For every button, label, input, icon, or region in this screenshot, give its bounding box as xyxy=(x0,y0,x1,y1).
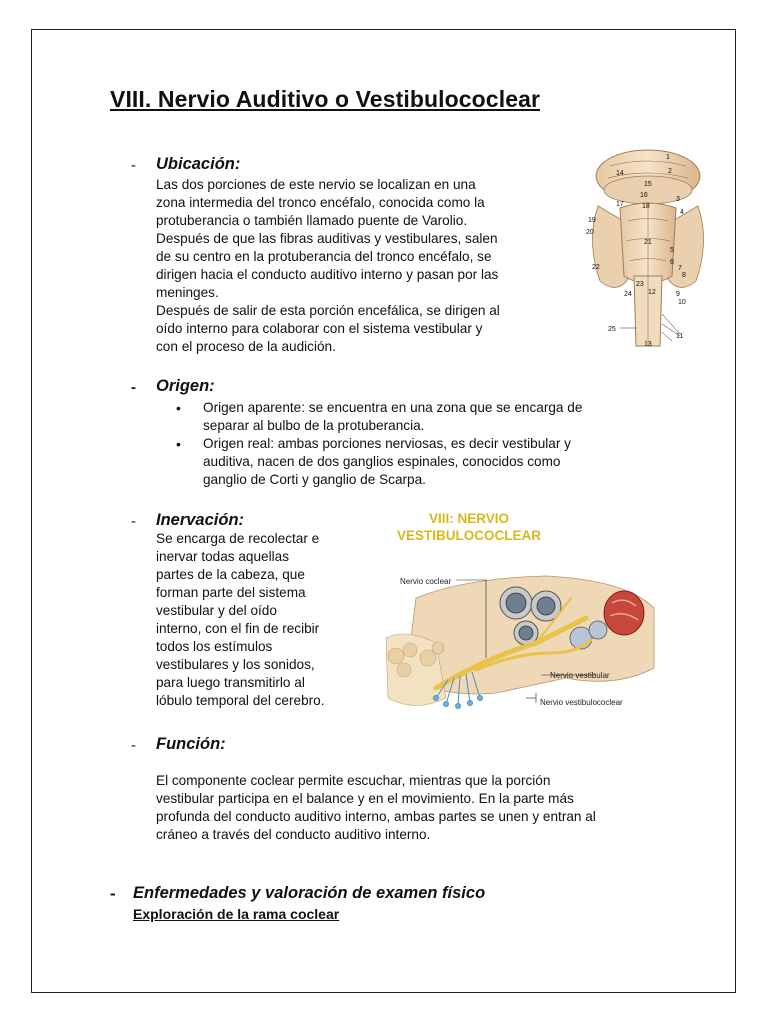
text-line: protuberancia o también llamado puente de Varolio. xyxy=(156,213,468,228)
ear-figure-title xyxy=(384,510,554,544)
text-line: El componente coclear permite escuchar, mientras que la porción xyxy=(156,773,551,788)
ubicacion-heading: Ubicación: xyxy=(156,155,241,173)
brainstem-number: 4 xyxy=(680,209,684,216)
brainstem-number: 25 xyxy=(608,326,616,333)
brainstem-number: 19 xyxy=(588,217,596,224)
text-line: cráneo a través del conducto auditivo interno. xyxy=(156,827,431,842)
brainstem-number: 15 xyxy=(644,181,652,188)
text-line: con el proceso de la audición. xyxy=(156,339,336,354)
brainstem-number: 1 xyxy=(666,154,670,161)
text-line: interno, con el fin de recibir xyxy=(156,621,320,636)
text-line: todos los estímulos xyxy=(156,639,273,654)
text-line: de su centro en la protuberancia del tronco encéfalo, se xyxy=(156,249,492,264)
text-line: zona intermedia del tronco encéfalo, conocida como la xyxy=(156,195,485,210)
funcion-heading: Función: xyxy=(156,735,226,753)
origen-heading: Origen: xyxy=(156,377,215,395)
brainstem-number: 11 xyxy=(676,333,684,340)
text-line: Después de que las fibras auditivas y vestibulares, salen xyxy=(156,231,498,246)
page-title: VIII. Nervio Auditivo o Vestibulococlear xyxy=(110,86,541,112)
brainstem-number: 2 xyxy=(668,168,672,175)
text-line: vestibular y del oído xyxy=(156,603,277,618)
brainstem-number: 20 xyxy=(586,229,594,236)
inervacion-dash: - xyxy=(131,513,136,530)
text-line: vestibulares y los sonidos, xyxy=(156,657,315,672)
list-item xyxy=(176,435,582,489)
text-line: auditiva, nacen de dos ganglios espinales, conocidos como xyxy=(203,454,561,469)
text-line: dirigen hacia el conducto auditivo interno y pasan por las xyxy=(156,267,499,282)
brainstem-number: 7 xyxy=(678,265,682,272)
text-line: partes de la cabeza, que xyxy=(156,567,305,582)
enfermedades-heading: Enfermedades y valoración de examen físico xyxy=(133,884,486,902)
text-line: lóbulo temporal del cerebro. xyxy=(156,693,325,708)
ubicacion-paragraph xyxy=(156,176,500,356)
brainstem-number: 24 xyxy=(624,291,632,298)
text-line: Se encarga de recolectar e xyxy=(156,531,320,546)
brainstem-number: 14 xyxy=(616,170,624,177)
ubicacion-dash: - xyxy=(131,157,136,174)
text-line: forman parte del sistema xyxy=(156,585,306,600)
brainstem-number: 17 xyxy=(616,201,624,208)
text-line: oído interno para colaborar con el sistema vestibular y xyxy=(156,321,483,336)
origen-dash: - xyxy=(131,379,136,396)
ear-figure-title-line: VESTIBULOCOCLEAR xyxy=(396,528,541,543)
text-line: vestibular participa en el balance y en el movimiento. En la parte más xyxy=(156,791,574,806)
text-line: • Origen real: ambas porciones nerviosas, es decir vestibular y xyxy=(203,436,571,451)
list-item xyxy=(176,399,582,435)
text-line: Después de salir de esta porción encefálica, se dirigen al xyxy=(156,303,500,318)
text-line: Las dos porciones de este nervio se localizan en una xyxy=(156,177,476,192)
text-line: • Origen aparente: se encuentra en una zona que se encarga de xyxy=(203,400,583,415)
label-nervio-coclear: Nervio coclear xyxy=(400,577,452,586)
text-line: profunda del conducto auditivo interno, ambas partes se unen y entran al xyxy=(156,809,596,824)
enfermedades-dash: - xyxy=(110,884,116,903)
brainstem-number: 21 xyxy=(644,239,652,246)
text-line: meninges. xyxy=(156,285,219,300)
brainstem-number: 9 xyxy=(676,291,680,298)
label-nervio-vestibulococlear: Nervio vestibulococlear xyxy=(540,698,623,707)
brainstem-number: 8 xyxy=(682,272,686,279)
brainstem-number: 5 xyxy=(670,247,674,254)
brainstem-number: 18 xyxy=(642,203,650,210)
inervacion-paragraph xyxy=(156,530,325,710)
origen-list xyxy=(176,399,582,489)
brainstem-number: 22 xyxy=(592,264,600,271)
brainstem-number: 10 xyxy=(678,299,686,306)
vestibulocochlear-illustration xyxy=(376,558,658,718)
inervacion-heading: Inervación: xyxy=(156,511,245,529)
brainstem-illustration xyxy=(580,146,715,356)
brainstem-number: 13 xyxy=(644,341,652,348)
funcion-paragraph xyxy=(156,772,596,844)
exploracion-subheading: Exploración de la rama coclear xyxy=(133,906,340,922)
text-line: para luego transmitirlo al xyxy=(156,675,305,690)
label-nervio-vestibular: Nervio vestibular xyxy=(550,671,610,680)
brainstem-number: 3 xyxy=(676,196,680,203)
text-line: inervar todas aquellas xyxy=(156,549,289,564)
brainstem-number: 16 xyxy=(640,192,648,199)
funcion-dash: - xyxy=(131,737,136,754)
brainstem-number: 23 xyxy=(636,281,644,288)
text-line: separar al bulbo de la protuberancia. xyxy=(203,418,425,433)
brainstem-number: 6 xyxy=(670,259,674,266)
brainstem-number: 12 xyxy=(648,289,656,296)
ear-figure-title-line: VIII: NERVIO xyxy=(428,511,510,526)
text-line: ganglio de Corti y ganglio de Scarpa. xyxy=(203,472,426,487)
